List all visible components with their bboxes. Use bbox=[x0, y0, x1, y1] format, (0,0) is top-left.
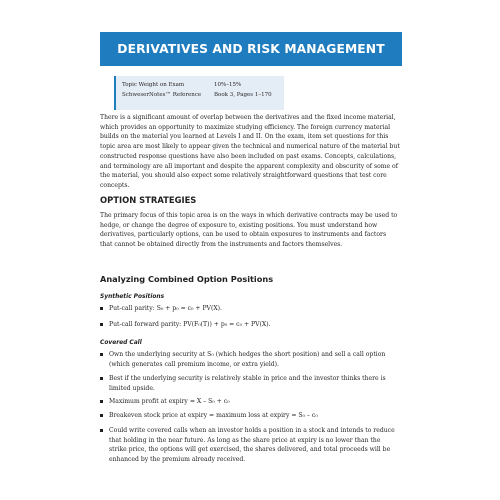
topic-weight-value: 10%–15% bbox=[214, 82, 242, 88]
list-item: Breakeven stock price at expiry = maximum loss at expiry = S₀ – c₀ bbox=[100, 411, 400, 421]
bullet-icon bbox=[100, 304, 109, 314]
list-item: Put-call forward parity: PV(F₀(T)) + p₀ = c₀ + PV(X). bbox=[100, 320, 400, 330]
list-item: Maximum profit at expiry = X – S₀ + c₀ bbox=[100, 397, 400, 407]
bullet-icon bbox=[100, 397, 109, 407]
section-heading-option-strategies: OPTION STRATEGIES bbox=[100, 195, 197, 205]
list-item: Best if the underlying security is relatively stable in price and the investor thinks there is limited upside. bbox=[100, 374, 400, 393]
page-title: DERIVATIVES AND RISK MANAGEMENT bbox=[117, 42, 385, 56]
reference-label: SchweserNotes™ Reference bbox=[122, 92, 202, 98]
reference-row bbox=[122, 90, 284, 100]
subsection-heading: Analyzing Combined Option Positions bbox=[100, 274, 274, 284]
bullet-icon bbox=[100, 320, 109, 330]
option-strategies-paragraph: The primary focus of this topic area is on the ways in which derivative contracts may be used to hedge, or change the degree of exposure to, existing positions. You must understand how derivatives, particularly options, can be used to obtain exposures to instruments and factors that cannot be obtained directly from the instruments and factors themselves. bbox=[100, 212, 398, 249]
topic-info-box bbox=[114, 76, 284, 110]
list-item: Own the underlying security at S₀ (which hedges the short position) and sell a call option (which generates call premium income, or extra yield). bbox=[100, 350, 400, 369]
title-banner bbox=[100, 32, 402, 66]
bullet-icon bbox=[100, 350, 109, 369]
synthetic-positions-heading: Synthetic Positions bbox=[100, 294, 165, 300]
bullet-icon bbox=[100, 411, 109, 421]
intro-paragraph: There is a significant amount of overlap between the derivatives and the fixed income material, which provides an opportunity to maximize studying efficiency. The foreign currency material builds on the material you learned at Levels I and II. On the exam, item set questions for this topic area are most likely to appear given the technical and numerical nature of the material but constructed response questions have also been included on past exams. Concepts, calculations, and terminology are all important and despite the apparent complexity and obscurity of some of the material, you should also expect some relatively straightforward questions that test core concepts. bbox=[100, 114, 400, 189]
bullet-icon bbox=[100, 374, 109, 393]
list-item: Could write covered calls when an investor holds a position in a stock and intends to reduce that holding in the near future. As long as the share price at expiry is no lower than the strike price, the options will get exercised, the shares delivered, and total proceeds will be enhanced by the premium already received. bbox=[100, 426, 400, 465]
covered-call-heading: Covered Call bbox=[100, 340, 142, 346]
reference-value: Book 3, Pages 1–170 bbox=[214, 92, 272, 98]
bullet-icon bbox=[100, 426, 109, 465]
topic-weight-label: Topic Weight on Exam bbox=[122, 82, 185, 88]
list-item: Put-call parity: S₀ + p₀ = c₀ + PV(X). bbox=[100, 304, 400, 314]
topic-weight-row bbox=[122, 80, 284, 90]
